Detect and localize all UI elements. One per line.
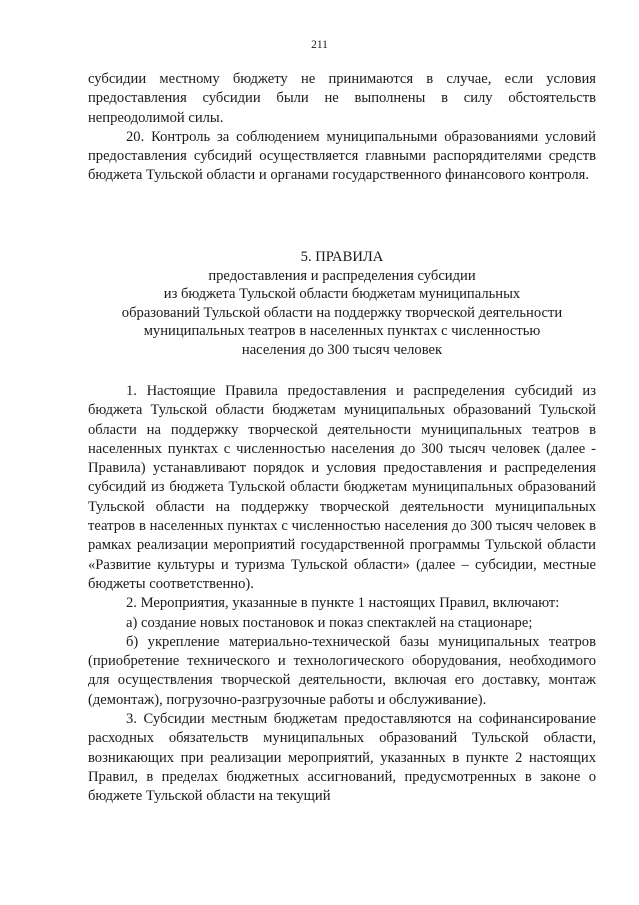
paragraph-1: 1. Настоящие Правила предоставления и распределения субсидий из бюджета Тульской области бюджетам муниципальных образований Тульской области на поддержку творческой деятельности муниципальных театров в населенных пунктах с численностью населения до 300 тысяч человек (далее - Правила) устанавливают порядок и условия предоставления и распределения субсидий из бюджета Тульской области бюджетам муниципальных образований Тульской области на поддержку творческой деятельности муниципальных театров в населенных пунктах с численностью населения до 300 тысяч человек в рамках реализации мероприятий государственной программы Тульской области «Развитие культуры и туризма Тульской области» (далее – субсидии, местные бюджеты соответственно).	[88, 383, 596, 592]
paragraph-2a: а) создание новых постановок и показ спектаклей на стационаре;	[126, 614, 533, 631]
paragraph-2b: б) укрепление материально-технической базы муниципальных театров (приобретение технического и технологического оборудования, необходимого для осуществления творческой деятельности, включая его доставку, монтаж (демонтаж), погрузочно-разгрузочные работы и обслуживание).	[88, 633, 596, 708]
paragraph-2: 2. Мероприятия, указанные в пункте 1 настоящих Правил, включают:	[126, 595, 560, 612]
section-heading	[88, 248, 596, 360]
top-text-block	[88, 70, 596, 186]
heading-line: из бюджета Тульской области бюджетам муниципальных	[163, 286, 521, 303]
heading-line: населения до 300 тысяч человек	[241, 341, 443, 358]
page-number: 211	[311, 39, 328, 51]
paragraph-3: 3. Субсидии местным бюджетам предоставляются на софинансирование расходных обязательств муниципальных образований Тульской области, возникающих при реализации мероприятий, указанных в пункте 2 настоящих Правил, в пределах бюджетных ассигнований, предусмотренных в законе о бюджете Тульской области на текущий	[88, 711, 596, 805]
paragraph-20: 20. Контроль за соблюдением муниципальными образованиями условий предоставления субсидий осуществляется главными распорядителями средств бюджета Тульской области и органами государственного финансового контроля.	[88, 128, 596, 184]
heading-line: образований Тульской области на поддержку творческой деятельности	[121, 304, 563, 321]
main-text-block	[88, 382, 596, 807]
heading-line: предоставления и распределения субсидии	[208, 267, 476, 284]
paragraph-continuation: субсидии местному бюджету не принимаются в случае, если условия предоставления субсидии были не выполнены в силу обстоятельств непреодолимой силы.	[88, 71, 596, 126]
heading-title: 5. ПРАВИЛА	[300, 249, 384, 265]
heading-line: муниципальных театров в населенных пунктах с численностью	[143, 323, 541, 340]
